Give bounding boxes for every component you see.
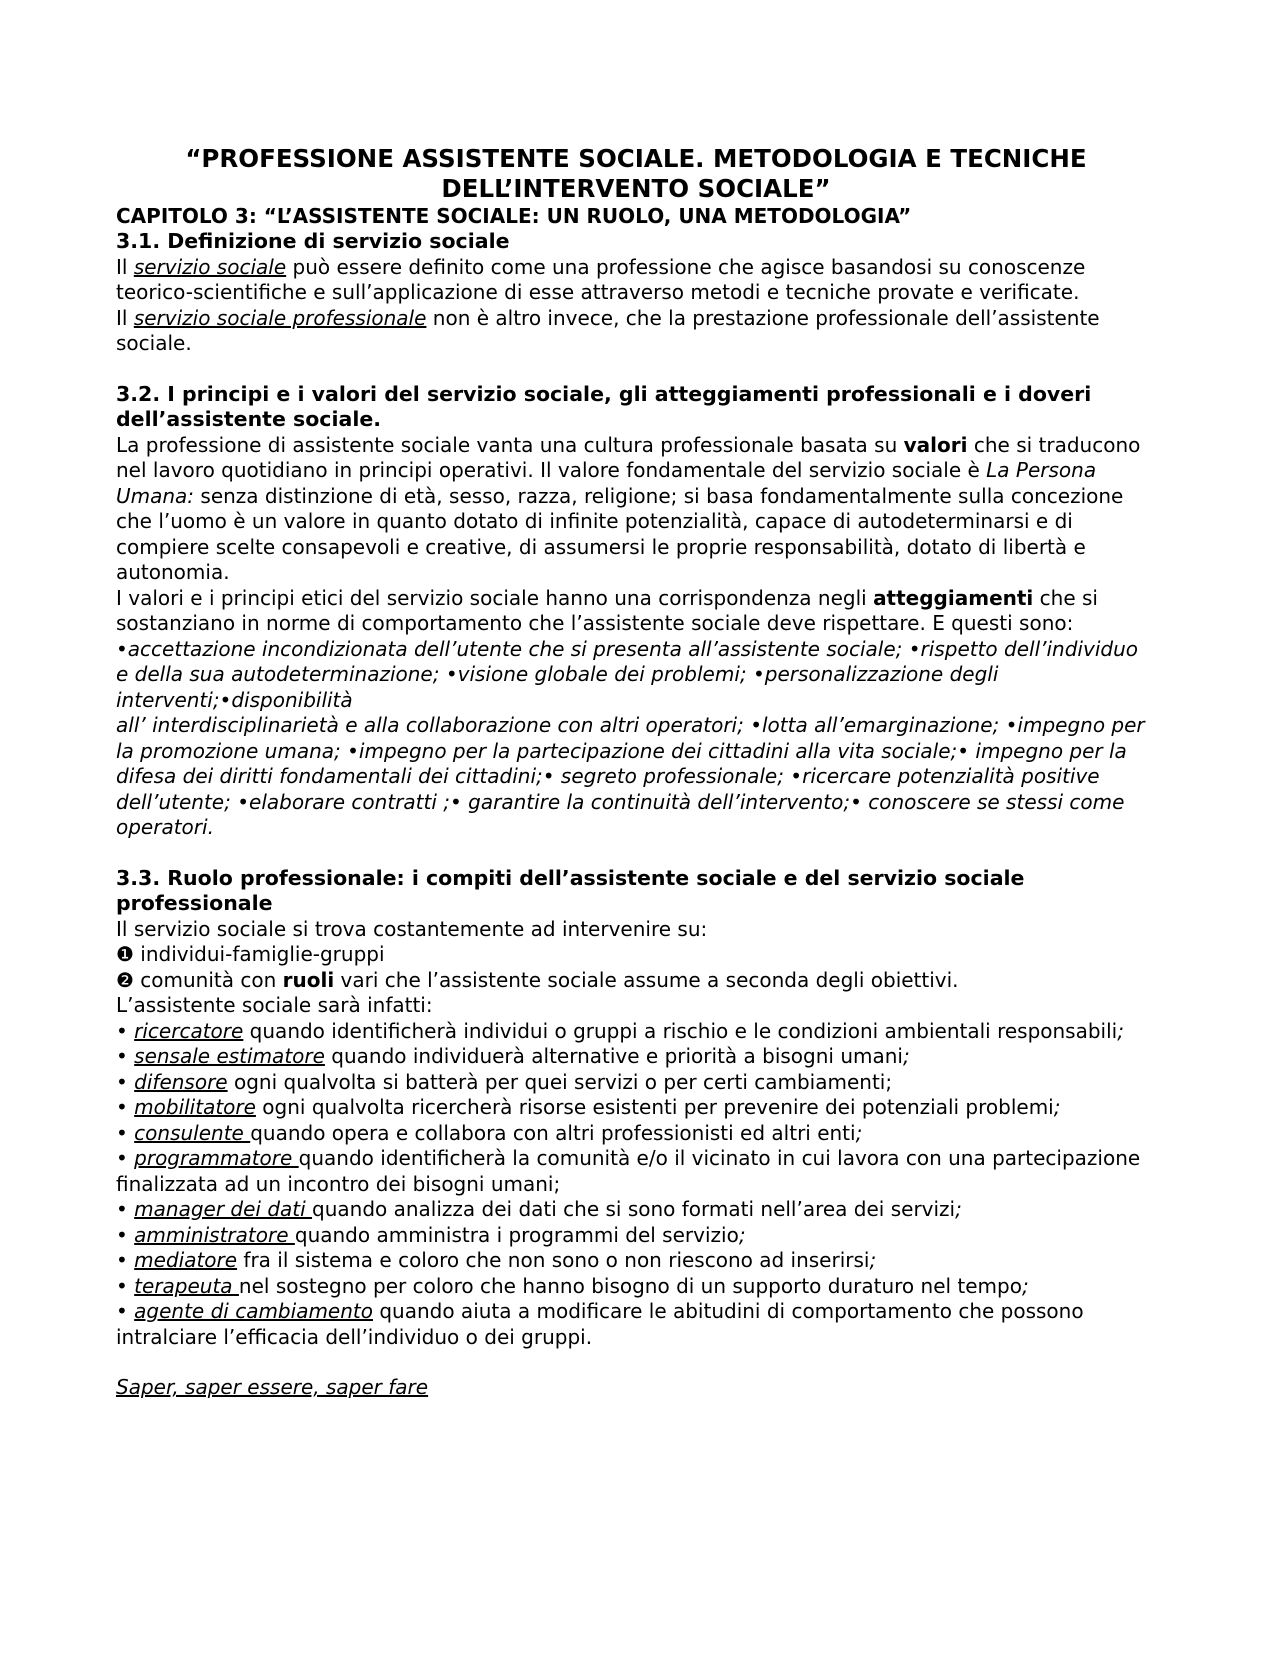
number-one-icon: ❶ xyxy=(116,942,134,966)
bullet-icon: • xyxy=(116,1248,135,1272)
section-3-3-heading: 3.3. Ruolo professionale: i compiti dell’assistente sociale e del servizio sociale professionale xyxy=(116,865,1025,915)
section-3-2-paragraph-2: I valori e i principi etici del servizio sociale hanno una corrispondenza negli atteggiamenti che si sostanziano in norme di comportamento che l’assistente sociale deve rispettare. E questi sono: xyxy=(116,585,1098,635)
bullet-icon: • xyxy=(116,1069,135,1094)
number-two-icon: ❷ xyxy=(116,967,134,992)
bullet-icon: • xyxy=(116,1222,135,1247)
bullet-icon: • xyxy=(116,1120,135,1145)
list-item: • ricercatore quando identificherà individui o gruppi a rischio e le condizioni ambientali responsabili; xyxy=(116,1018,1124,1043)
section-3-1-paragraph-1: Il servizio sociale può essere definito come una professione che agisce basandosi su conoscenze teorico-scientifiche e sull’applicazione di esse attraverso metodi e tecniche provate e verificate. xyxy=(116,254,1086,304)
numbered-item-1: ❶ individui-famiglie-gruppi xyxy=(116,942,385,966)
list-item: • amministratore quando amministra i programmi del servizio; xyxy=(116,1222,746,1247)
section-3-1-heading: 3.1. Definizione di servizio sociale xyxy=(116,229,510,253)
numbered-item-2: ❷ comunità con ruoli vari che l’assistente sociale assume a seconda degli obiettivi. xyxy=(116,967,959,992)
bullet-icon: • xyxy=(116,1273,135,1298)
section-3-3-intro: Il servizio sociale si trova costantemente ad intervenire su: xyxy=(116,916,708,941)
document-title: “PROFESSIONE ASSISTENTE SOCIALE. METODOLOGIA E TECNICHE DELL’INTERVENTO SOCIALE” xyxy=(185,144,1087,203)
list-item: • consulente quando opera e collabora con altri professionisti ed altri enti; xyxy=(116,1120,863,1145)
chapter-heading: CAPITOLO 3: “L’ASSISTENTE SOCIALE: UN RUOLO, UNA METODOLOGIA” xyxy=(116,204,912,228)
bullet-icon: • xyxy=(116,1146,135,1170)
bullet-icon: • xyxy=(116,1197,135,1221)
bullet-icon: • xyxy=(116,1018,135,1043)
section-3-1-paragraph-2: Il servizio sociale professionale non è altro invece, che la prestazione professionale dell’assistente sociale. xyxy=(116,305,1100,355)
bullet-icon: • xyxy=(116,1044,135,1068)
list-item: • mediatore fra il sistema e coloro che non sono o non riescono ad inserirsi; xyxy=(116,1248,877,1272)
bullet-icon: • xyxy=(116,1299,135,1323)
term-servizio-sociale: servizio sociale xyxy=(133,254,287,279)
attitudes-list: •accettazione incondizionata dell’utente che si presenta all’assistente sociale; •rispetto dell’individuo e della sua autodeterminazione; •visione globale dei problemi; •personalizzazione degli interventi;•disponibilità all’ interdisciplinarietà e alla collaborazione con altri operatori; •lotta all’emarginazione; •impegno per la promozione umana; •impegno per la partecipazione dei cittadini alla vita sociale;• impegno per la difesa dei diritti fondamentali dei cittadini;• segreto professionale; •ricercare potenzialità positive dell’utente; •elaborare contratti ;• garantire la continuità dell’intervento;• conoscere se stessi come operatori. xyxy=(116,636,1145,839)
term-servizio-sociale-professionale: servizio sociale professionale xyxy=(133,305,427,330)
list-item: • mobilitatore ogni qualvolta ricercherà risorse esistenti per prevenire dei potenziali problemi; xyxy=(116,1095,1061,1119)
bullet-icon: • xyxy=(116,1095,135,1119)
list-item: • programmatore quando identificherà la comunità e/o il vicinato in cui lavora con una partecipazione finalizzata ad un incontro dei bisogni umani; xyxy=(116,1146,1141,1196)
roles-lead: L’assistente sociale sarà infatti: xyxy=(116,993,433,1017)
document-page xyxy=(116,144,1156,1401)
roles-list xyxy=(116,1019,1156,1351)
list-item: • manager dei dati quando analizza dei dati che si sono formati nell’area dei servizi; xyxy=(116,1197,962,1221)
footer-heading: Saper, saper essere, saper fare xyxy=(116,1375,429,1399)
list-item: • agente di cambiamento quando aiuta a modificare le abitudini di comportamento che possono intralciare l’efficacia dell’individuo o dei gruppi. xyxy=(116,1299,1084,1349)
list-item: • terapeuta nel sostegno per coloro che hanno bisogno di un supporto duraturo nel tempo; xyxy=(116,1273,1029,1298)
list-item: • difensore ogni qualvolta si batterà per quei servizi o per certi cambiamenti; xyxy=(116,1069,893,1094)
section-3-2-paragraph-1: La professione di assistente sociale vanta una cultura professionale basata su valori che si traducono nel lavoro quotidiano in principi operativi. Il valore fondamentale del servizio sociale è La Persona Umana: senza distinzione di età, sesso, razza, religione; si basa fondamentalmente sulla concezione che l’uomo è un valore in quanto dotato di infinite potenzialità, capace di autodeterminarsi e di compiere scelte consapevoli e creative, di assumersi le proprie responsabilità, dotato di libertà e autonomia. xyxy=(116,432,1141,584)
section-3-2-heading: 3.2. I principi e i valori del servizio sociale, gli atteggiamenti professionali e i doveri dell’assistente sociale. xyxy=(116,381,1092,431)
list-item: • sensale estimatore quando individuerà alternative e priorità a bisogni umani; xyxy=(116,1044,910,1068)
